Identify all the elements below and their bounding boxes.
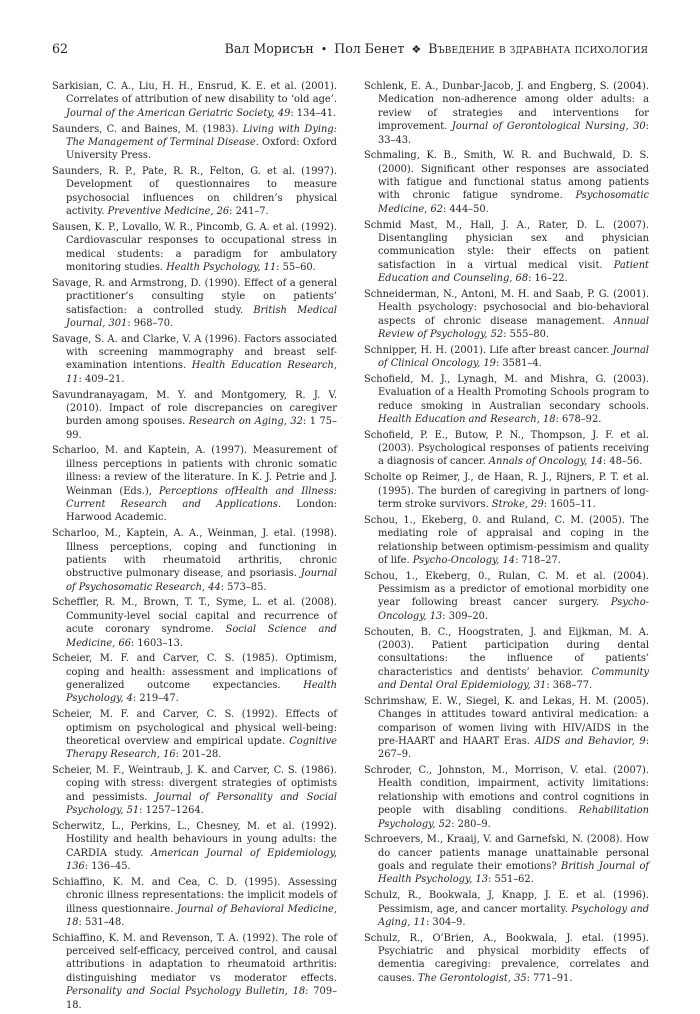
reference-pages: : 531–48. — [78, 916, 125, 928]
reference-pages: : 33–43. — [378, 121, 649, 146]
book-title: Въведение в здравната психология — [428, 41, 648, 56]
reference-source: Living with Dying: The Management of Terminal Disease — [66, 123, 337, 148]
page-header — [52, 41, 648, 58]
reference-pages: : 409–21. — [78, 373, 125, 385]
reference-source: AIDS and Behavior, 9 — [534, 735, 646, 747]
reference-entry — [364, 514, 649, 568]
reference-pages: : 718–27. — [515, 554, 561, 566]
page-number: 62 — [52, 41, 69, 56]
reference-entry — [364, 80, 649, 147]
reference-entry — [52, 708, 337, 762]
reference-pages: : 3581–4. — [495, 358, 542, 370]
reference-pages: : 48–56. — [602, 456, 643, 468]
reference-entry — [364, 889, 649, 929]
reference-source: Cognitive Therapy Research, 16 — [66, 735, 337, 761]
reference-pages: : 309–20. — [442, 610, 489, 622]
reference-text: Schnipper, H. H. (2001). Life after breast cancer. — [364, 344, 613, 356]
reference-pages: : 1603–13. — [130, 637, 184, 649]
reference-text: Scheier, M. F. and Carver, C. S. (1992). Effects of optimism on psychological and physical well-being: theoretical overview and empirical update. — [52, 709, 337, 747]
running-head — [225, 41, 648, 58]
reference-pages: : 678–92. — [555, 413, 602, 425]
reference-pages: : 555–80. — [503, 328, 550, 340]
reference-source: Journal of Psychosomatic Research, 44 — [66, 568, 337, 593]
reference-pages: : 241–7. — [229, 206, 269, 218]
reference-text: Savundranayagam, M. Y. and Montgomery, R. J. V. (2010). Impact of role discrepancies on caregiver burden among spouses. — [52, 389, 337, 428]
reference-text: Scharloo, M., Kaptein, A. A., Weinman, J. etal. (1998). Illness perceptions, coping and functioning in patients with rheumatoid arthritis, chronic obstructive pulmonary disease, and psoriasis. — [52, 528, 337, 580]
reference-pages: . London: Harwood Academic. — [66, 498, 337, 524]
reference-source: American Journal of Epidemiology, 136 — [66, 847, 337, 873]
reference-text: Scheier, M. F. and Carver, C. S. (1985). Optimism, coping and health: assessment and implications of generalized outcome expectancies. — [52, 653, 337, 692]
reference-entry — [52, 764, 337, 818]
reference-source: British Medical Journal, 301 — [66, 304, 337, 329]
reference-text: Schofield, M. J., Lynagh, M. and Mishra, G. (2003). Evaluation of a Health Promoting Schools program to reduce smoking in Australian secondary schools. — [364, 373, 649, 412]
reference-source: Health Education Research, 11 — [66, 360, 337, 385]
reference-entry — [52, 277, 337, 331]
reference-text: Sarkisian, C. A., Liu, H. H., Ensrud, K. E. et al. (2001). Correlates of attribution of new disability to ‘old age’. — [52, 81, 337, 106]
reference-entry — [364, 344, 649, 371]
reference-pages: : 55–60. — [276, 262, 316, 274]
reference-source: Journal of Clinical Oncology, 19 — [378, 344, 649, 370]
reference-source: Patient Education and Counseling, 68 — [378, 259, 649, 285]
reference-text: Sausen, K. P., Lovallo, W. R., Pincomb, G. A. et al. (1992). Cardiovascular responses to occupational stress in medical students: a paradigm for ambulatory monitoring studies. — [52, 221, 337, 274]
reference-entry — [52, 80, 337, 120]
reference-text: Saunders, C. and Baines, M. (1983). — [52, 123, 243, 135]
reference-entry — [364, 764, 649, 831]
reference-entry — [52, 333, 337, 387]
reference-entry — [52, 527, 337, 594]
reference-text: Savage, S. A. and Clarke, V. A (1996). Factors associated with screening mammography and breast self-examination intentions. — [52, 333, 337, 372]
reference-entry — [364, 932, 649, 986]
reference-pages: : 1 75–99. — [66, 416, 337, 441]
reference-source: Preventive Medicine, 26 — [107, 206, 230, 218]
reference-source: Research on Aging, 32 — [188, 416, 303, 428]
reference-entry — [52, 123, 337, 163]
reference-entry — [364, 149, 649, 216]
reference-entry — [364, 833, 649, 887]
reference-pages: : 134–41. — [290, 107, 337, 119]
reference-pages: : 771–91. — [526, 972, 573, 984]
reference-text: Schmid Mast, M., Hall, J. A., Rater, D. L. (2007). Disentangling physician sex and physician communication style: their effects on patient satisfaction in a virtual medical visit. — [364, 219, 649, 271]
reference-source: Psychology and Aging, 11 — [378, 903, 649, 928]
reference-text: Saunders, R. P., Pate, R. R., Felton, G. et al. (1997). Development of questionnaires to measure psychosocial influences on children’s physical activity. — [52, 166, 337, 218]
reference-pages: : 16–22. — [528, 273, 568, 285]
reference-entry — [364, 626, 649, 693]
reference-text: Schiaffino, K. M. and Cea, C. D. (1995). Assessing chronic illness representations: the implicit models of illness questionnaire. — [52, 876, 337, 915]
reference-text: Scheier, M. F., Weintraub, J. K. and Carver, C. S. (1986). coping with stress: divergent strategies of optimists and pessimists. — [52, 765, 337, 803]
reference-pages: : 267–9. — [378, 735, 650, 761]
reference-text: Savage, R. and Armstrong, D. (1990). Effect of a general practitioner’s consulting style on patients’ satisfaction: a controlled study. — [52, 277, 337, 316]
reference-entry — [52, 652, 337, 706]
references-right-column — [364, 80, 649, 988]
reference-source: Journal of the American Geriatric Society, 49 — [66, 107, 291, 119]
reference-text: Schouten, B. C., Hoogstraten, J. and Eijkman, M. A. (2003). Patient participation during dental consultations: the influence of patients’ characteristics and dentists’ behavior. — [364, 626, 649, 678]
reference-entry — [52, 820, 337, 874]
bullet-separator: • — [320, 43, 328, 56]
reference-entry — [364, 570, 649, 624]
reference-pages: : 573–85. — [220, 581, 267, 593]
reference-text: Schiaffino, K. M. and Revenson, T. A. (1992). The role of perceived self-efficacy, perceived control, and causal attributions in adaptation to rheumatoid arthritis: distinguishing mediator vs moderator effects. — [52, 932, 337, 984]
reference-text: Schou, 1., Ekeberg, 0., Rulan, C. M. et al. (2004). Pessimism as a predictor of emotional morbidity one year following breast cancer surgery. — [364, 570, 649, 609]
reference-pages: : 201–28. — [175, 749, 222, 761]
reference-text: Scholte op Reimer, J., de Haan, R. J., Rijners, P. T. et al. (1995). The burden of caregiving in partners of long-term stroke survivors. — [364, 472, 649, 510]
reference-source: Annual Review of Psychology, 52 — [378, 315, 649, 340]
reference-source: Psycho-Oncology, 14 — [412, 554, 516, 566]
reference-entry — [364, 219, 649, 286]
reference-source: Psycho-Oncology, 13 — [378, 597, 649, 622]
reference-entry — [364, 429, 649, 469]
reference-source: Journal of Gerontological Nursing, 30 — [451, 121, 646, 133]
author-2: Пол Бенет — [334, 41, 405, 56]
reference-pages: : 219–47. — [132, 693, 179, 705]
reference-text: Schrimshaw, E. W., Siegel, K. and Lekas, H. M. (2005). Changes in attitudes toward antiviral medication: a comparison of women living with HIV/AIDS in the pre-HAART and HAART Eras. — [364, 695, 649, 747]
reference-text: Schroevers, M., Kraaij, V. and Garnefski, N. (2008). How do cancer patients manage unattainable personal goals and regulate their emotions? — [364, 834, 649, 873]
reference-entry — [52, 165, 337, 219]
reference-text: Schmaling, K. B., Smith, W. R. and Buchwald, D. S. (2000). Significant other responses are associated with fatigue and functional status among patients with chronic fatigue syndrome. — [364, 150, 649, 202]
reference-source: Health Education and Research, 18 — [378, 413, 556, 425]
reference-source: Journal of Behavioral Medicine, 18 — [66, 903, 337, 928]
reference-text: Schlenk, E. A., Dunbar-Jacob, J. and Engberg, S. (2004). Medication non-adherence among older adults: a review of strategies and interventions for improvement. — [364, 81, 649, 133]
reference-source: The Gerontologist, 35 — [417, 972, 527, 984]
reference-source: Journal of Personality and Social Psychology, 51 — [66, 791, 337, 817]
reference-source: British Journal of Health Psychology, 13 — [378, 861, 650, 886]
reference-pages: : 444–50. — [442, 203, 489, 215]
reference-source: Social Science and Medicine, 66 — [66, 624, 337, 649]
reference-text: Schroder, C., Johnston, M., Morrison, V. etal. (2007). Health condition, impairment, activity limitations: relationship with emotions and control cognitions in people with disabling conditions. — [364, 765, 649, 817]
references-left-column — [52, 80, 337, 1014]
reference-entry — [52, 444, 337, 524]
reference-pages: : 968–70. — [127, 317, 174, 329]
reference-pages: : 280–9. — [451, 818, 491, 830]
reference-text: Scharloo, M. and Kaptein, A. (1997). Measurement of illness perceptions in patients with chronic somatic illness: a review of the literature. In K. J. Petrie and J. Weinman (Eds.), — [52, 445, 337, 497]
reference-text: Schofield, P. E., Butow, P. N., Thompson, J. F. et al. (2003). Psychological responses of patients receiving a diagnosis of cancer. — [364, 429, 649, 468]
reference-pages: : 368–77. — [546, 680, 593, 692]
reference-pages: . Oxford: Oxford University Press. — [66, 136, 337, 162]
reference-pages: : 551–62. — [488, 874, 534, 886]
reference-text: Schulz, R., O’Brien, A., Bookwala, J. etal. (1995). Psychiatric and physical morbidity effects of dementia caregiving: prevalence, correlates and causes. — [364, 932, 649, 984]
reference-pages: : 304–9. — [425, 916, 466, 928]
reference-source: Perceptions ofHealth and Illness: Current Research and Applications — [66, 485, 337, 510]
reference-text: Scheffler, R. M., Brown, T. T., Syme, L. et al. (2008). Community-level social capital and recurrence of acute coronary syndrome. — [52, 597, 337, 636]
reference-source: Stroke, 29 — [491, 498, 544, 510]
reference-pages: : 136–45. — [84, 861, 131, 873]
author-1: Вал Морисън — [224, 41, 314, 56]
reference-source: Annals of Oncology, 14 — [488, 456, 603, 468]
reference-entry — [364, 373, 649, 427]
reference-entry — [52, 876, 337, 930]
reference-text: Schou, 1., Ekeberg, 0. and Ruland, C. M. (2005). The mediating role of appraisal and coping in the relationship between optimism-pessimism and quality of life. — [364, 514, 649, 566]
reference-entry — [52, 389, 337, 443]
reference-text: Schneiderman, N., Antoni, M. H. and Saab, P. G. (2001). Health psychology: psychosocial and bio-behavioral aspects of chronic disease management. — [364, 288, 649, 327]
reference-entry — [52, 596, 337, 650]
reference-source: Health Psychology, 11 — [166, 262, 277, 274]
reference-source: Psychosomatic Medicine, 62 — [378, 190, 649, 215]
reference-entry — [364, 695, 649, 762]
reference-entry — [364, 288, 649, 342]
reference-source: Personality and Social Psychology Bulletin, 18 — [66, 986, 306, 998]
reference-source: Health Psychology, 4 — [66, 680, 337, 705]
reference-text: Scherwitz, L., Perkins, L., Chesney, M. et al. (1992). Hostility and health behaviours in young adults: the CARDIA study. — [52, 820, 337, 859]
ornament-separator-icon: ❖ — [411, 43, 422, 56]
reference-pages: : 1257–1264. — [139, 805, 204, 817]
reference-source: Community and Dental Oral Epidemiology, 31 — [378, 666, 649, 692]
reference-text: Schulz, R., Bookwala, J, Knapp, J. E. et al. (1996). Pessimism, age, and cancer mortality. — [364, 890, 649, 915]
reference-entry — [364, 471, 649, 511]
reference-source: Rehabilitation Psychology, 52 — [378, 805, 649, 830]
reference-pages: : 1605–11. — [543, 498, 596, 510]
reference-pages: : 709–18. — [66, 986, 338, 1011]
reference-entry — [52, 221, 337, 275]
